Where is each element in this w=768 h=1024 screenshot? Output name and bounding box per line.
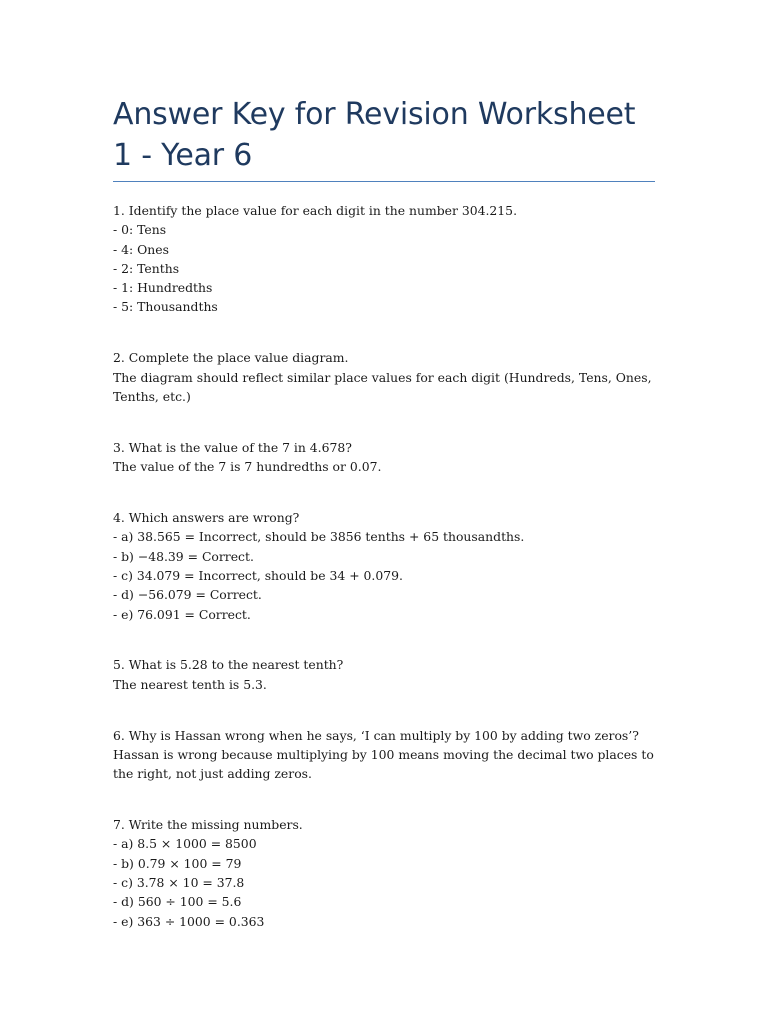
answer-line: - a) 38.565 = Incorrect, should be 3856 tenths + 65 thousandths.	[113, 529, 525, 545]
document-title: Answer Key for Revision Worksheet 1 - Year 6	[113, 97, 636, 173]
answer-line: - d) −56.079 = Correct.	[113, 587, 262, 603]
answer-line: - 1: Hundredths	[113, 280, 213, 296]
answer-line: - 0: Tens	[113, 222, 167, 238]
answer-line: - 4: Ones	[113, 241, 169, 257]
question-text: 1. Identify the place value for each digit in the number 304.215.	[113, 203, 518, 218]
answer-line: The value of the 7 is 7 hundredths or 0.07.	[113, 459, 382, 475]
question-4	[113, 508, 655, 624]
question-5	[113, 655, 655, 694]
answer-line: The diagram should reflect similar place values for each digit (Hundreds, Tens, Ones, Tenths, etc.)	[113, 369, 656, 404]
answer-line: - a) 8.5 × 1000 = 8500	[113, 836, 257, 852]
title-divider	[113, 181, 655, 182]
document-body	[113, 201, 658, 931]
answer-line: - b) 0.79 × 100 = 79	[113, 855, 242, 871]
answer-line: - b) −48.39 = Correct.	[113, 548, 254, 564]
answer-line: - 5: Thousandths	[113, 299, 218, 315]
question-2	[113, 348, 655, 406]
question-3	[113, 438, 655, 477]
question-1	[113, 201, 655, 317]
answer-line: The nearest tenth is 5.3.	[113, 676, 267, 692]
document-page	[113, 0, 658, 962]
answer-line: - c) 3.78 × 10 = 37.8	[113, 874, 245, 890]
answer-line: - e) 363 ÷ 1000 = 0.363	[113, 913, 265, 929]
answer-line: - 2: Tenths	[113, 260, 180, 276]
answer-line: Hassan is wrong because multiplying by 100 means moving the decimal two places to the right, not just adding zeros.	[113, 746, 658, 782]
question-7	[113, 815, 655, 931]
answer-line: - d) 560 ÷ 100 = 5.6	[113, 894, 242, 910]
question-text: 7. Write the missing numbers.	[113, 817, 303, 833]
question-6	[113, 726, 658, 784]
question-text: 3. What is the value of the 7 in 4.678?	[113, 439, 352, 455]
answer-line: - c) 34.079 = Incorrect, should be 34 + 0.079.	[113, 567, 403, 583]
question-text: 5. What is 5.28 to the nearest tenth?	[113, 657, 344, 673]
question-text: 6. Why is Hassan wrong when he says, ‘I can multiply by 100 by adding two zeros’?	[113, 727, 639, 743]
answer-line: - e) 76.091 = Correct.	[113, 606, 251, 622]
question-text: 2. Complete the place value diagram.	[113, 350, 349, 366]
question-text: 4. Which answers are wrong?	[113, 510, 300, 526]
